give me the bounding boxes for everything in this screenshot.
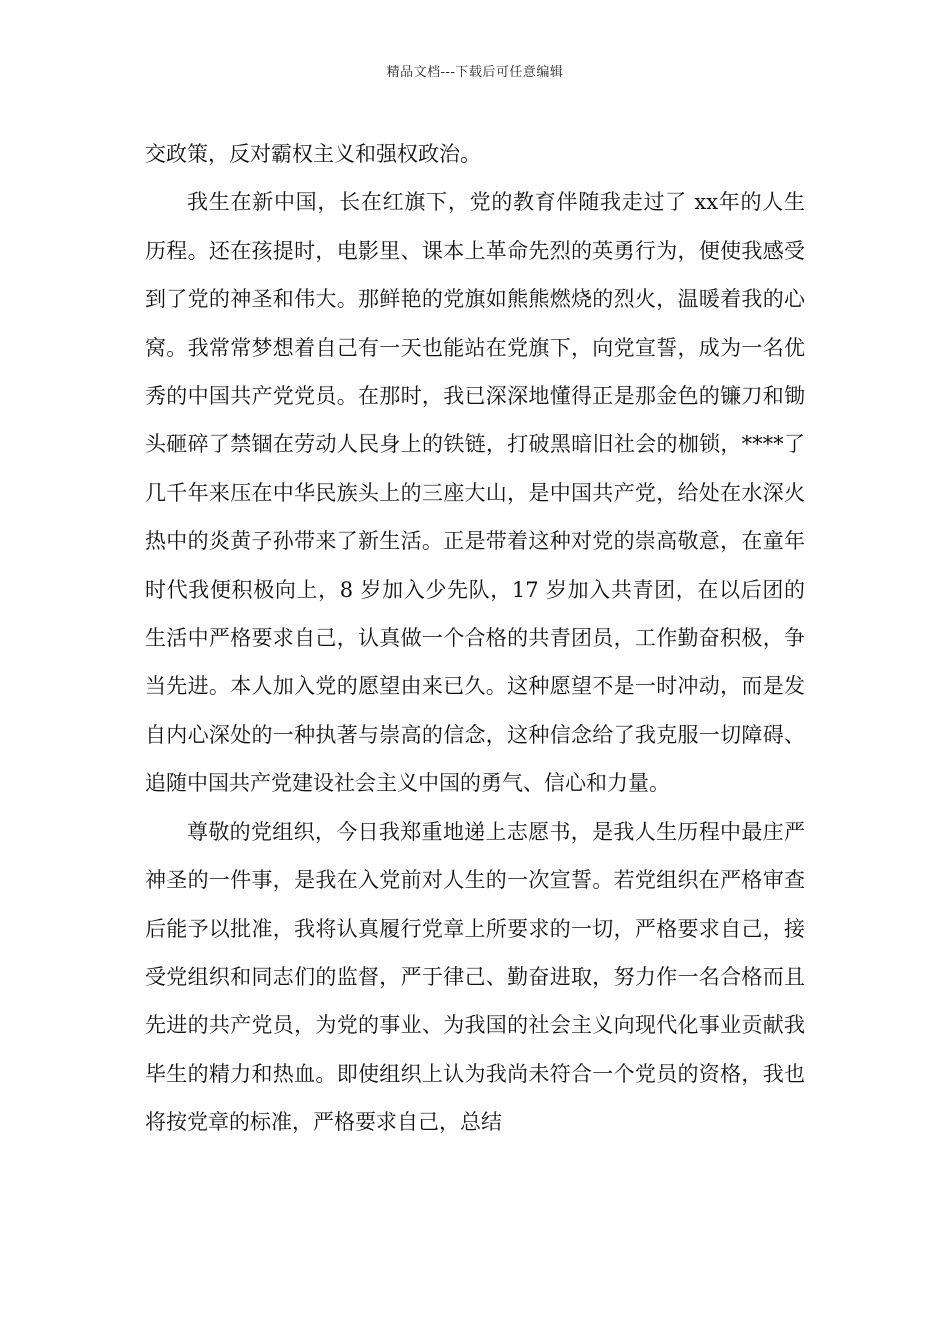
paragraph-pledge: 尊敬的党组织，今日我郑重地递上志愿书，是我人生历程中最庄严神圣的一件事，是我在入党前对人生的一次宣誓。若党组织在严格审查后能予以批准，我将认真履行党章上所要求的一切，严格要求自己，接受党组织和同志们的监督，严于律己、勤奋进取，努力作一名合格而且先进的共产党员，为党的事业、为我国的社会主义向现代化事业贡献我毕生的精力和热血。即使组织上认为我尚未符合一个党员的资格，我也将按党章的标准，严格要求自己，总结: [145, 819, 805, 1135]
document-body: [145, 130, 805, 1147]
page-header: 精品文档---下载后可任意编辑: [386, 65, 564, 80]
paragraph-growing-up: 我生在新中国，长在红旗下，党的教育伴随我走过了 xx年的人生历程。还在孩提时，电影里、课本上革命先烈的英勇行为，便使我感受到了党的神圣和伟大。那鲜艳的党旗如熊熊燃烧的烈火，温暖着我的心窝。我常常梦想着自己有一天也能站在党旗下，向党宣誓，成为一名优秀的中国共产党党员。在那时，我已深深地懂得正是那金色的镰刀和锄头砸碎了禁锢在劳动人民身上的铁链，打破黑暗旧社会的枷锁，****了几千年来压在中华民族头上的三座大山，是中国共产党，给处在水深火热中的炎黄子孙带来了新生活。正是带着这种对党的崇高敬意，在童年时代我便积极向上，8 岁加入少先队，17 岁加入共青团，在以后团的生活中严格要求自己，认真做一个合格的共青团员，工作勤奋积极，争当先进。本人加入党的愿望由来已久。这种愿望不是一时冲动，而是发自内心深处的一种执著与崇高的信念，这种信念给了我克服一切障碍、追随中国共产党建设社会主义中国的勇气、信心和力量。: [145, 190, 805, 796]
paragraph-continuation: 交政策，反对霸权主义和强权政治。: [145, 142, 481, 166]
